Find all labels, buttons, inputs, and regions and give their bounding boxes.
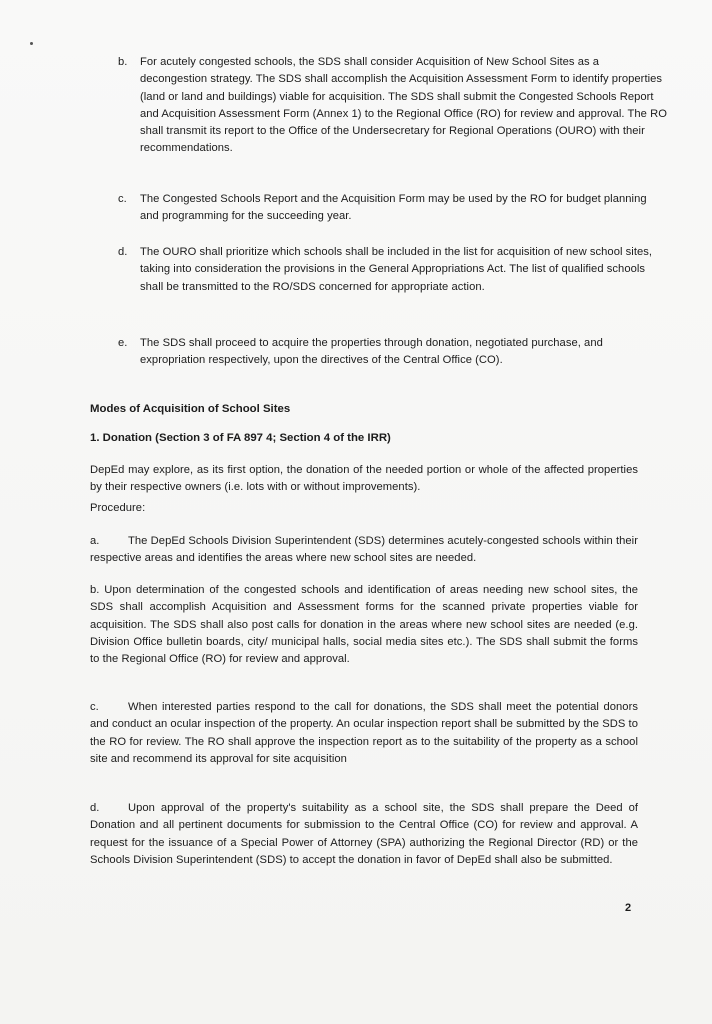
procedure-label: Procedure:	[90, 502, 146, 514]
procedure-text: The DepEd Schools Division Superintendent (SDS) determines acutely-congested schools within their respective areas and identifies the areas where new school sites are needed.	[90, 535, 638, 565]
list-marker: e.	[118, 337, 128, 349]
procedure-text: When interested parties respond to the call for donations, the SDS shall meet the potential donors and conduct an ocular inspection of the property. An ocular inspection report shall be submitted by the SDS to the RO for review. The RO shall approve the inspection report as to the suitability of the property as a school site and recommend its approval for site acquisition	[90, 701, 638, 765]
list-item-text: The OURO shall prioritize which schools shall be included in the list for acquisition of new school sites, taking into consideration the provisions in the General Appropriations Act. The list of qualified schools shall be transmitted to the RO/SDS concerned for appropriate action.	[140, 246, 653, 293]
list-item-e	[118, 335, 668, 370]
procedure-marker: a.	[90, 535, 100, 547]
procedure-item-d	[90, 800, 638, 869]
procedure-text: Upon approval of the property's suitability as a school site, the SDS shall prepare the Deed of Donation and all pertinent documents for submission to the Central Office (CO) for review and approval. A request for the issuance of a Special Power of Attorney (SPA) authorizing the Regional Director (RD) or the Schools Division Superintendent (SDS) to accept the donation in favor of DepEd shall also be submitted.	[90, 802, 638, 866]
list-marker: d.	[118, 246, 128, 258]
list-marker: b.	[118, 56, 128, 68]
subsection-heading: 1. Donation (Section 3 of FA 897 4; Section 4 of the IRR)	[90, 432, 391, 444]
list-item-d	[118, 244, 668, 296]
list-item-text: For acutely congested schools, the SDS shall consider Acquisition of New School Sites as a decongestion strategy. The SDS shall accomplish the Acquisition Assessment Form to identify properties (land or land and buildings) viable for acquisition. The SDS shall submit the Congested Schools Report and Acquisition Assessment Form (Annex 1) to the Regional Office (RO) for review and approval. The RO shall transmit its report to the Office of the Undersecretary for Regional Operations (OURO) with their recommendations.	[140, 56, 667, 155]
procedure-marker: c.	[90, 701, 99, 713]
list-item-c	[118, 191, 668, 226]
intro-paragraph: DepEd may explore, as its first option, the donation of the needed portion or whole of the affected properties by their respective owners (i.e. lots with or without improvements).	[90, 464, 638, 494]
procedure-item-c	[90, 699, 638, 768]
list-item-text: The SDS shall proceed to acquire the properties through donation, negotiated purchase, and expropriation respectively, upon the directives of the Central Office (CO).	[140, 337, 603, 367]
procedure-marker: d.	[90, 802, 100, 814]
procedure-item-a	[90, 533, 638, 568]
procedure-text: b. Upon determination of the congested schools and identification of areas needing new school sites, the SDS shall accomplish Acquisition and Assessment forms for the scanned private properties viable for acquisition. The SDS shall also post calls for donation in the areas where new school sites are needed (e.g. Division Office bulletin boards, city/ municipal halls, social media sites etc.). The SDS shall submit the forms to the Regional Office (RO) for review and approval.	[90, 584, 638, 666]
section-heading: Modes of Acquisition of School Sites	[90, 403, 291, 415]
list-item-text: The Congested Schools Report and the Acquisition Form may be used by the RO for budget planning and programming for the succeeding year.	[140, 193, 647, 223]
procedure-item-b	[90, 582, 638, 668]
list-item-b	[118, 54, 668, 158]
scan-speck	[30, 42, 33, 45]
list-marker: c.	[118, 193, 127, 205]
page-number: 2	[625, 902, 632, 914]
